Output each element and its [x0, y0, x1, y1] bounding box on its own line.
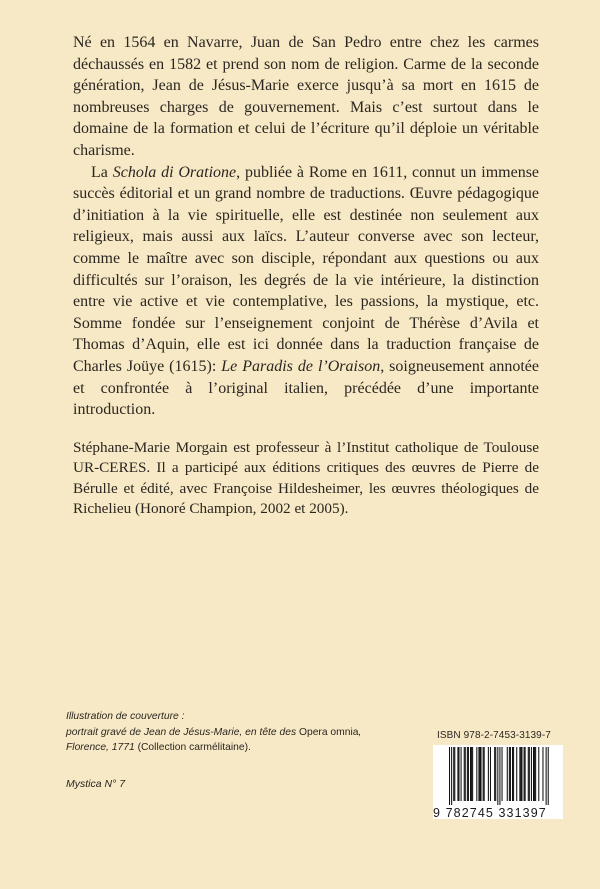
- barcode-bar: [495, 747, 496, 801]
- barcode-bar: [453, 747, 454, 801]
- barcode-bar: [533, 747, 534, 801]
- credits-line-2-end: ,: [358, 726, 362, 738]
- barcode-bar: [470, 747, 471, 801]
- barcode-bar: [481, 747, 482, 801]
- barcode-bar: [467, 747, 468, 801]
- blurb-paragraph-2: [73, 162, 539, 421]
- work-title-italic: Schola di Oratione: [112, 163, 237, 181]
- barcode-bar: [546, 747, 547, 805]
- barcode-bar: [451, 747, 452, 805]
- credits-line-2-italic: portrait gravé de Jean de Jésus-Marie, en tête des: [66, 726, 297, 738]
- barcode-bar: [476, 747, 477, 801]
- barcode-bar: [512, 747, 513, 801]
- barcode-bar: [531, 747, 532, 801]
- credits-line-3: [66, 740, 406, 756]
- barcode-bar: [509, 747, 510, 801]
- barcode-bar: [520, 747, 521, 801]
- barcode-bar: [472, 747, 473, 801]
- barcode-bar: [490, 747, 491, 801]
- barcode-bar: [488, 747, 489, 801]
- barcode-bar: [478, 747, 479, 801]
- barcode-bar: [548, 747, 549, 805]
- barcode-bar: [465, 747, 466, 801]
- barcode-bar: [519, 747, 520, 801]
- barcode-bar: [507, 747, 508, 801]
- barcode-bar: [458, 747, 459, 801]
- barcode-bar: [538, 747, 539, 801]
- barcode-bar: [457, 747, 458, 801]
- barcode-bar: [497, 747, 498, 805]
- barcode-bar: [461, 747, 462, 801]
- barcode-bar: [454, 747, 455, 801]
- author-note: Stéphane-Marie Morgain est professeur à l’Institut catholique de Toulouse UR-CERES. Il a participé aux éditions critiques des œuvres de Pierre de Bérulle et édité, avec Françoise Hildesheimer, les œuvres théologiques de Richelieu (Honoré Champion, 2002 et 2005).: [73, 438, 539, 518]
- barcode-bar: [542, 747, 543, 801]
- barcode-bar: [449, 747, 450, 805]
- barcode-bars: [445, 747, 555, 807]
- paragraph2-middle: , publiée à Rome en 1611, connut un immense succès éditorial et un grand nombre de traductions. Œuvre pédagogique d’initiation à la vie spirituelle, elle est destinée non seulement aux religieux, mais aussi aux laïcs. L’auteur converse avec son lecteur, comme le maître avec son disciple, répondant aux questions ou aux difficultés sur l’oraison, les degrés de la vie intérieure, la distinction entre vie active et vie contemplative, les passions, la mystique, etc. Somme fondée sur l’enseignement conjoint de Thérèse d’Avila et Thomas d’Aquin, elle est ici donnée dans la traduction française de Charles Joüye (1615):: [73, 163, 540, 375]
- series-label: Mystica N° 7: [66, 778, 126, 790]
- barcode-bar: [534, 747, 535, 801]
- barcode-bar: [510, 747, 511, 801]
- credits-line-1: Illustration de couverture :: [66, 711, 185, 722]
- barcode-bar: [479, 747, 480, 801]
- paragraph2-start: La: [91, 163, 113, 181]
- isbn-label: ISBN 978-2-7453-3139-7: [437, 730, 551, 741]
- barcode-bar: [468, 747, 469, 801]
- translation-title-italic: Le Paradis de l’Oraison: [221, 357, 381, 375]
- barcode-bar: [516, 747, 517, 801]
- barcode-bar: [535, 747, 536, 801]
- cover-illustration-credits: [66, 709, 406, 756]
- credits-line-2: [66, 725, 406, 741]
- barcode-bar: [513, 747, 514, 801]
- barcode-bar: [524, 747, 525, 801]
- barcode-bar: [484, 747, 485, 801]
- blurb-paragraph-1: Né en 1564 en Navarre, Juan de San Pedro entre chez les carmes déchaussés en 1582 et prend son nom de religion. Carme de la seconde génération, Jean de Jésus-Marie exerce jusqu’à sa mort en 1615 de nombreuses charges de gouvernement. Mais c’est surtout dans le domaine de la formation et celui de l’écriture qu’il déploie un véritable charisme.: [73, 34, 539, 159]
- barcode-bar: [499, 747, 500, 805]
- barcode-digits: 9 782745 331397: [433, 806, 547, 820]
- barcode-bar: [529, 747, 530, 801]
- barcode-bar: [502, 747, 503, 801]
- credits-line-3-roman: (Collection carmélitaine).: [134, 742, 251, 753]
- barcode-bar: [483, 747, 484, 801]
- credits-line-2-roman: Opera omnia: [296, 726, 359, 738]
- back-cover-blurb: [73, 32, 539, 520]
- barcode-bar: [464, 747, 465, 801]
- barcode-bar: [494, 747, 495, 801]
- barcode-bar: [471, 747, 472, 801]
- paragraph2-end: , soigneusement annotée et confrontée à l’original italien, précédée d’une importante introduction.: [73, 357, 540, 419]
- barcode-bar: [521, 747, 522, 801]
- barcode-bar: [528, 747, 529, 801]
- barcode-bar: [525, 747, 526, 801]
- credits-line-3-italic: Florence, 1771: [66, 742, 135, 753]
